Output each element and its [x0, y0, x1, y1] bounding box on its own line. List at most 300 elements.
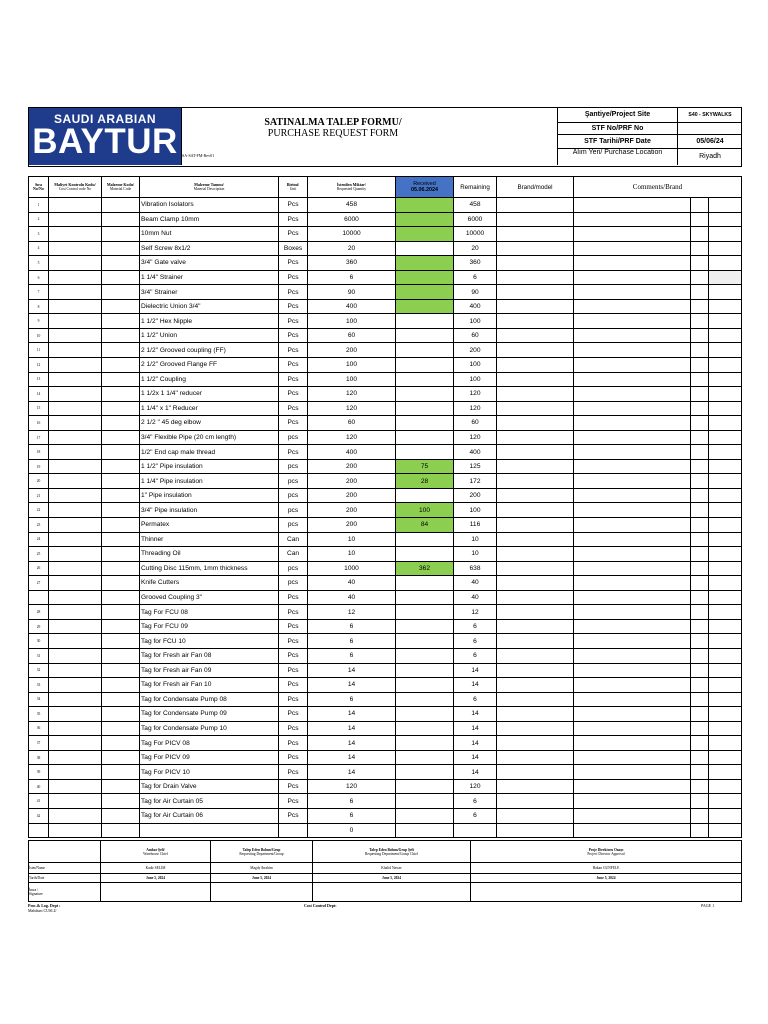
cost-code-cell — [49, 314, 102, 329]
material-code-cell — [102, 794, 140, 809]
requested-qty-cell: 120 — [308, 779, 396, 794]
cost-code-cell — [49, 707, 102, 722]
brand-cell — [497, 314, 574, 329]
cost-code-cell — [49, 445, 102, 460]
extra-cell-2 — [709, 488, 742, 503]
received-cell — [396, 198, 454, 213]
row-number: 28 — [29, 605, 49, 620]
received-cell — [396, 779, 454, 794]
cost-code-cell — [49, 387, 102, 402]
cost-code-cell — [49, 358, 102, 373]
description-cell: Tag For PICV 10 — [140, 765, 279, 780]
requesting-dept-date: June 5, 2024 — [211, 874, 313, 883]
received-cell — [396, 590, 454, 605]
received-cell — [396, 808, 454, 823]
row-number — [29, 590, 49, 605]
material-code-cell — [102, 503, 140, 518]
unit-cell: Pcs — [279, 372, 308, 387]
extra-cell-2 — [709, 619, 742, 634]
cost-code-cell — [49, 648, 102, 663]
cost-code-cell — [49, 663, 102, 678]
requested-qty-cell: 14 — [308, 707, 396, 722]
table-row — [29, 270, 742, 285]
row-number: 16 — [29, 416, 49, 431]
row-number: 38 — [29, 750, 49, 765]
col-header-requested-qty: İstenilen Miktar/ Requested Quantity — [308, 177, 396, 198]
project-director-name: Hakan GUNFELE — [471, 863, 742, 874]
table-row — [29, 518, 742, 533]
remaining-cell: 6 — [454, 634, 497, 649]
remaining-cell: 40 — [454, 590, 497, 605]
material-code-cell — [102, 256, 140, 271]
unit-cell: Pcs — [279, 605, 308, 620]
description-cell: Tag for Condensate Pump 09 — [140, 707, 279, 722]
description-cell: Beam Clamp 10mm — [140, 212, 279, 227]
info-value: S40 - SKYWALKS — [688, 112, 732, 118]
requested-qty-cell: 200 — [308, 488, 396, 503]
cost-code-cell — [49, 270, 102, 285]
col-header-comments: Comments/Brand — [574, 177, 742, 198]
description-cell: Vibration Isolators — [140, 198, 279, 213]
requested-qty-cell: 120 — [308, 401, 396, 416]
material-code-cell — [102, 387, 140, 402]
brand-cell — [497, 576, 574, 591]
brand-cell — [497, 285, 574, 300]
material-code-cell — [102, 576, 140, 591]
remaining-cell: 60 — [454, 416, 497, 431]
cost-code-cell — [49, 750, 102, 765]
remaining-cell: 14 — [454, 736, 497, 751]
material-code-cell — [102, 270, 140, 285]
row-number: 27 — [29, 576, 49, 591]
extra-cell — [691, 750, 709, 765]
comments-cell — [574, 678, 691, 693]
requested-qty-cell: 40 — [308, 590, 396, 605]
warehouse-chief-name: Kadir SELIM — [101, 863, 211, 874]
extra-cell — [691, 241, 709, 256]
cost-code-cell — [49, 474, 102, 489]
brand-cell — [497, 503, 574, 518]
project-director-signature — [471, 883, 742, 902]
requested-qty-cell: 120 — [308, 387, 396, 402]
form-header — [28, 107, 742, 167]
received-cell — [396, 736, 454, 751]
row-number: 15 — [29, 401, 49, 416]
material-code-cell — [102, 474, 140, 489]
brand-cell — [497, 328, 574, 343]
extra-cell — [691, 794, 709, 809]
requested-qty-cell: 200 — [308, 474, 396, 489]
comments-cell — [574, 518, 691, 533]
requesting-chief-name: Khalid Nasser — [313, 863, 471, 874]
extra-cell — [691, 634, 709, 649]
remaining-cell: 14 — [454, 678, 497, 693]
table-row — [29, 736, 742, 751]
cost-code-cell — [49, 721, 102, 736]
received-cell — [396, 241, 454, 256]
brand-cell — [497, 343, 574, 358]
row-number: 34 — [29, 692, 49, 707]
requested-qty-cell: 200 — [308, 459, 396, 474]
table-row — [29, 445, 742, 460]
extra-cell-2 — [709, 343, 742, 358]
table-row — [29, 707, 742, 722]
row-number: 4 — [29, 241, 49, 256]
requested-qty-cell: 100 — [308, 358, 396, 373]
extra-cell-2 — [709, 547, 742, 562]
remaining-cell: 10000 — [454, 227, 497, 242]
col-header-material-code: Malzeme Kodu/ Material Code — [102, 177, 140, 198]
extra-cell-2 — [709, 561, 742, 576]
received-cell — [396, 343, 454, 358]
extra-cell-2 — [709, 227, 742, 242]
description-cell: Tag for Fresh air Fan 10 — [140, 678, 279, 693]
extra-cell — [691, 227, 709, 242]
cost-code-cell — [49, 590, 102, 605]
extra-cell-2 — [709, 576, 742, 591]
comments-cell — [574, 532, 691, 547]
unit-cell: Pcs — [279, 779, 308, 794]
received-cell — [396, 678, 454, 693]
brand-cell — [497, 619, 574, 634]
extra-cell-2 — [709, 721, 742, 736]
extra-cell — [691, 590, 709, 605]
table-row — [29, 358, 742, 373]
description-cell: Tag For FCU 09 — [140, 619, 279, 634]
requested-qty-cell: 100 — [308, 314, 396, 329]
row-number: 18 — [29, 445, 49, 460]
extra-cell — [691, 503, 709, 518]
comments-cell — [574, 401, 691, 416]
comments-cell — [574, 488, 691, 503]
table-row — [29, 561, 742, 576]
table-row — [29, 532, 742, 547]
purchase-items-table — [28, 176, 742, 838]
comments-cell — [574, 256, 691, 271]
remaining-cell: 10 — [454, 532, 497, 547]
extra-cell — [691, 416, 709, 431]
extra-cell-2 — [709, 256, 742, 271]
requested-qty-cell: 200 — [308, 343, 396, 358]
extra-cell-2 — [709, 736, 742, 751]
info-label: STF No/PRF No — [558, 123, 678, 134]
row-number: 3 — [29, 227, 49, 242]
info-label: Şantiye/Project Site — [558, 108, 678, 122]
table-row — [29, 459, 742, 474]
requested-qty-cell: 90 — [308, 285, 396, 300]
cost-code-cell — [49, 299, 102, 314]
remaining-cell: 90 — [454, 285, 497, 300]
brand-cell — [497, 212, 574, 227]
description-cell: 3/4" Flexible Pipe (20 cm length) — [140, 430, 279, 445]
extra-cell — [691, 430, 709, 445]
requested-qty-cell: 0 — [308, 823, 396, 838]
unit-cell: Pcs — [279, 721, 308, 736]
received-cell: 75 — [396, 459, 454, 474]
extra-cell — [691, 387, 709, 402]
row-number: 2 — [29, 212, 49, 227]
unit-cell: Pcs — [279, 707, 308, 722]
description-cell: 1 1/2" Coupling — [140, 372, 279, 387]
proc-log-dept-name: Mahdum CUSLU — [28, 908, 57, 913]
info-label: Alım Yeri/ Purchase Location — [558, 149, 678, 165]
description-cell: Permatex — [140, 518, 279, 533]
proc-log-dept-label: Proc.& Log. Dept : — [28, 903, 61, 908]
received-cell: 28 — [396, 474, 454, 489]
unit-cell: Pcs — [279, 445, 308, 460]
material-code-cell — [102, 750, 140, 765]
description-cell: 1 1/2x 1 1/4" reducer — [140, 387, 279, 402]
brand-cell — [497, 721, 574, 736]
description-cell: 1" Pipe insulation — [140, 488, 279, 503]
cost-code-cell — [49, 328, 102, 343]
description-cell: Grooved Coupling 3" — [140, 590, 279, 605]
remaining-cell: 172 — [454, 474, 497, 489]
requesting-chief-signature — [313, 883, 471, 902]
row-number: 17 — [29, 430, 49, 445]
unit-cell: pcs — [279, 459, 308, 474]
remaining-cell: 14 — [454, 707, 497, 722]
remaining-cell: 638 — [454, 561, 497, 576]
description-cell: Tag For FCU 08 — [140, 605, 279, 620]
extra-cell-2 — [709, 663, 742, 678]
extra-cell — [691, 721, 709, 736]
table-row — [29, 256, 742, 271]
remaining-cell: 14 — [454, 765, 497, 780]
brand-cell — [497, 256, 574, 271]
material-code-cell — [102, 634, 140, 649]
sign-row-label: İmza / Signature — [29, 883, 101, 902]
row-number: 21 — [29, 488, 49, 503]
table-row — [29, 198, 742, 213]
cost-code-cell — [49, 619, 102, 634]
requested-qty-cell: 12 — [308, 605, 396, 620]
extra-cell — [691, 779, 709, 794]
received-cell — [396, 387, 454, 402]
unit-cell — [279, 823, 308, 838]
extra-cell — [691, 343, 709, 358]
extra-cell-2 — [709, 299, 742, 314]
requested-qty-cell: 40 — [308, 576, 396, 591]
extra-cell-2 — [709, 590, 742, 605]
remaining-cell: 6 — [454, 794, 497, 809]
description-cell — [140, 823, 279, 838]
table-row — [29, 227, 742, 242]
received-cell — [396, 648, 454, 663]
brand-cell — [497, 372, 574, 387]
brand-cell — [497, 648, 574, 663]
table-row — [29, 750, 742, 765]
brand-cell — [497, 299, 574, 314]
comments-cell — [574, 270, 691, 285]
brand-cell — [497, 270, 574, 285]
description-cell: Tag For PICV 08 — [140, 736, 279, 751]
cost-code-cell — [49, 401, 102, 416]
material-code-cell — [102, 198, 140, 213]
material-code-cell — [102, 488, 140, 503]
brand-cell — [497, 547, 574, 562]
cost-code-cell — [49, 430, 102, 445]
comments-cell — [574, 212, 691, 227]
requesting-chief-header: Talep Eden Bolum/Grup Şefi Requesting Department/Group Chief — [313, 841, 471, 863]
received-cell — [396, 765, 454, 780]
extra-cell-2 — [709, 678, 742, 693]
remaining-cell: 400 — [454, 299, 497, 314]
extra-cell — [691, 808, 709, 823]
cost-code-cell — [49, 808, 102, 823]
requested-qty-cell: 6 — [308, 808, 396, 823]
comments-cell — [574, 648, 691, 663]
cost-code-cell — [49, 227, 102, 242]
comments-cell — [574, 605, 691, 620]
material-code-cell — [102, 721, 140, 736]
comments-cell — [574, 634, 691, 649]
remaining-cell: 10 — [454, 547, 497, 562]
table-row — [29, 488, 742, 503]
row-number: 36 — [29, 721, 49, 736]
extra-cell-2 — [709, 692, 742, 707]
description-cell: 1 1/2" Pipe insulation — [140, 459, 279, 474]
received-cell — [396, 605, 454, 620]
cost-code-cell — [49, 285, 102, 300]
remaining-cell — [454, 823, 497, 838]
material-code-cell — [102, 343, 140, 358]
remaining-cell: 100 — [454, 503, 497, 518]
project-director-date: June 5, 2024 — [471, 874, 742, 883]
extra-cell — [691, 372, 709, 387]
brand-cell — [497, 401, 574, 416]
description-cell: Tag For PICV 09 — [140, 750, 279, 765]
row-number: 29 — [29, 619, 49, 634]
comments-cell — [574, 387, 691, 402]
requested-qty-cell: 60 — [308, 416, 396, 431]
received-cell — [396, 227, 454, 242]
remaining-cell: 20 — [454, 241, 497, 256]
requested-qty-cell: 6 — [308, 270, 396, 285]
requested-qty-cell: 60 — [308, 328, 396, 343]
extra-cell-2 — [709, 503, 742, 518]
row-number: 24 — [29, 532, 49, 547]
table-row — [29, 328, 742, 343]
extra-cell-2 — [709, 387, 742, 402]
row-number: 42 — [29, 808, 49, 823]
comments-cell — [574, 198, 691, 213]
unit-cell: Pcs — [279, 808, 308, 823]
row-number: 20 — [29, 474, 49, 489]
remaining-cell: 100 — [454, 314, 497, 329]
comments-cell — [574, 561, 691, 576]
row-number: 22 — [29, 503, 49, 518]
col-header-brand: Brand/model — [497, 177, 574, 198]
brand-cell — [497, 823, 574, 838]
description-cell: 1 1/4" x 1" Reducer — [140, 401, 279, 416]
cost-code-cell — [49, 823, 102, 838]
material-code-cell — [102, 590, 140, 605]
extra-cell — [691, 561, 709, 576]
material-code-cell — [102, 212, 140, 227]
brand-cell — [497, 241, 574, 256]
row-number: 26 — [29, 561, 49, 576]
extra-cell — [691, 648, 709, 663]
row-number — [29, 823, 49, 838]
comments-cell — [574, 328, 691, 343]
extra-cell-2 — [709, 198, 742, 213]
material-code-cell — [102, 561, 140, 576]
brand-cell — [497, 488, 574, 503]
table-row — [29, 823, 742, 838]
comments-cell — [574, 314, 691, 329]
row-number: 37 — [29, 736, 49, 751]
row-number: 40 — [29, 779, 49, 794]
brand-cell — [497, 358, 574, 373]
remaining-cell: 60 — [454, 328, 497, 343]
extra-cell-2 — [709, 765, 742, 780]
extra-cell-2 — [709, 823, 742, 838]
requesting-dept-header: Talep Eden Bolum/Grup Requesting Department/Group — [211, 841, 313, 863]
remaining-cell: 458 — [454, 198, 497, 213]
table-row — [29, 678, 742, 693]
cost-code-cell — [49, 605, 102, 620]
extra-cell — [691, 576, 709, 591]
extra-cell — [691, 314, 709, 329]
comments-cell — [574, 372, 691, 387]
table-row — [29, 605, 742, 620]
unit-cell: pcs — [279, 518, 308, 533]
cost-code-cell — [49, 518, 102, 533]
brand-cell — [497, 532, 574, 547]
extra-cell-2 — [709, 605, 742, 620]
unit-cell: Pcs — [279, 692, 308, 707]
comments-cell — [574, 808, 691, 823]
extra-cell — [691, 605, 709, 620]
extra-cell-2 — [709, 314, 742, 329]
info-row-prf-no — [558, 123, 742, 135]
extra-cell — [691, 401, 709, 416]
unit-cell: Pcs — [279, 227, 308, 242]
table-row — [29, 212, 742, 227]
table-row — [29, 765, 742, 780]
cost-code-cell — [49, 503, 102, 518]
row-number: 39 — [29, 765, 49, 780]
received-cell — [396, 430, 454, 445]
cost-code-cell — [49, 416, 102, 431]
description-cell: Tag for Air Curtain 06 — [140, 808, 279, 823]
brand-cell — [497, 416, 574, 431]
received-cell — [396, 328, 454, 343]
unit-cell: Pcs — [279, 648, 308, 663]
brand-cell — [497, 445, 574, 460]
remaining-cell: 6 — [454, 270, 497, 285]
info-value — [678, 123, 742, 134]
material-code-cell — [102, 619, 140, 634]
cost-code-cell — [49, 692, 102, 707]
material-code-cell — [102, 416, 140, 431]
received-cell — [396, 707, 454, 722]
unit-cell: Pcs — [279, 285, 308, 300]
cost-code-cell — [49, 576, 102, 591]
description-cell: 1 1/2" Union — [140, 328, 279, 343]
requested-qty-cell: 6 — [308, 634, 396, 649]
description-cell: Tag for FCU 10 — [140, 634, 279, 649]
requested-qty-cell: 400 — [308, 445, 396, 460]
table-row — [29, 372, 742, 387]
comments-cell — [574, 343, 691, 358]
unit-cell: Pcs — [279, 663, 308, 678]
requesting-dept-signature — [211, 883, 313, 902]
extra-cell — [691, 198, 709, 213]
received-cell — [396, 547, 454, 562]
warehouse-chief-header: Ambar Şefi/ Warehouse Chief — [101, 841, 211, 863]
